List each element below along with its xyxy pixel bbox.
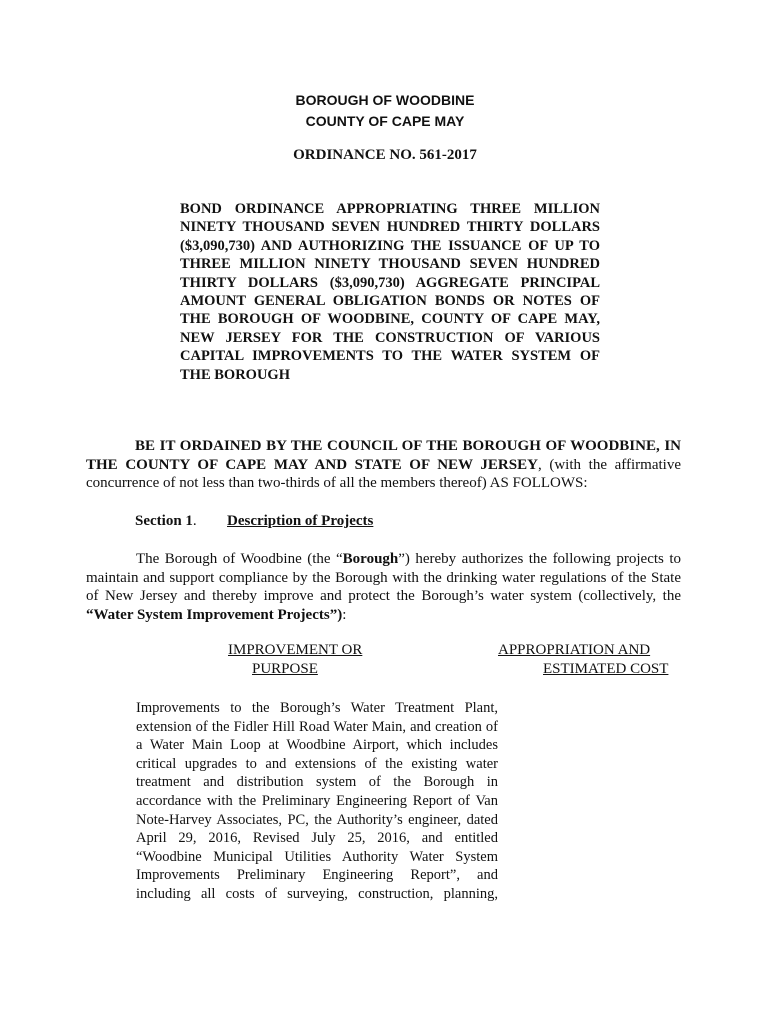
intro-paragraph: [86, 437, 681, 493]
section-punct: .: [192, 513, 197, 529]
borough-heading: BOROUGH OF WOODBINE: [295, 92, 475, 108]
column-header-purpose: PURPOSE: [252, 661, 318, 677]
county-heading: COUNTY OF CAPE MAY: [305, 113, 465, 129]
column-header-estimated-cost: ESTIMATED COST: [543, 661, 669, 677]
projects-paragraph: [86, 550, 681, 624]
section-heading: [135, 513, 374, 530]
projects-bold-borough: Borough: [342, 551, 399, 567]
projects-text-2: ”) hereby authorizes the following projects to maintain and support compliance by the Borough with the drinking water regulations of the State of New Jersey and thereby improve and protect the Borough’s water system (collectively, the: [86, 551, 681, 604]
ordinance-number: ORDINANCE NO. 561-2017: [293, 147, 477, 163]
intro-bold-text: BE IT ORDAINED BY THE COUNCIL OF THE BOROUGH OF WOODBINE, IN THE COUNTY OF CAPE MAY AND STATE OF NEW JERSEY: [86, 438, 681, 473]
section-label: Section 1: [135, 513, 193, 529]
intro-rest-text: , (with the affirmative concurrence of not less than two-thirds of all the members thereof) AS FOLLOWS:: [86, 456, 681, 491]
improvement-description: Improvements to the Borough’s Water Treatment Plant, extension of the Fidler Hill Road Water Main, and creation of a Water Main Loop at Woodbine Airport, which includes critical upgrades to and extensions of the existing water treatment and distribution system of the Borough in accordance with the Preliminary Engineering Report of Van Note-Harvey Associates, PC, the Authority’s engineer, dated April 29, 2016, Revised July 25, 2016, and entitled “Woodbine Municipal Utilities Authority Water System Improvements Preliminary Engineering Report”, and including all costs of surveying, construction, planning,: [136, 700, 498, 902]
projects-bold-name: “Water System Improvement Projects”): [86, 606, 343, 623]
projects-text-1: The Borough of Woodbine (the “: [136, 551, 343, 567]
projects-text-3: :: [342, 606, 347, 623]
ordinance-title: BOND ORDINANCE APPROPRIATING THREE MILLION NINETY THOUSAND SEVEN HUNDRED THIRTY DOLLARS ($3,090,730) AND AUTHORIZING THE ISSUANCE OF UP TO THREE MILLION NINETY THOUSAND SEVEN HUNDRED THIRTY DOLLARS ($3,090,730) AGGREGATE PRINCIPAL AMOUNT GENERAL OBLIGATION BONDS OR NOTES OF THE BOROUGH OF WOODBINE, COUNTY OF CAPE MAY, NEW JERSEY FOR THE CONSTRUCTION OF VARIOUS CAPITAL IMPROVEMENTS TO THE WATER SYSTEM OF THE BOROUGH: [180, 201, 600, 383]
column-header-improvement: IMPROVEMENT OR: [228, 642, 363, 658]
column-header-appropriation: APPROPRIATION AND: [498, 642, 651, 658]
section-title: Description of Projects: [227, 513, 374, 529]
